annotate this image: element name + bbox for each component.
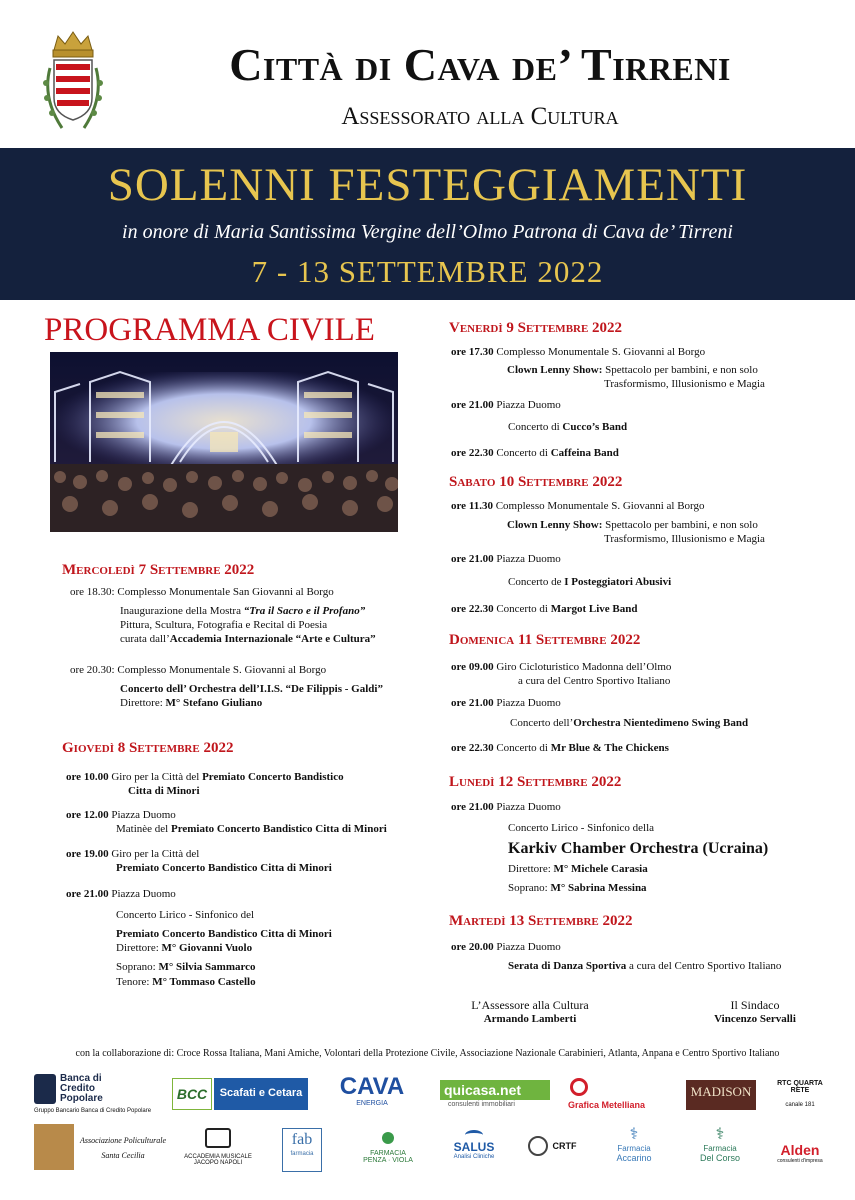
event-line: Premiato Concerto Bandistico Citta di Minori	[116, 928, 332, 940]
rtc-channel: canale 181	[785, 1102, 815, 1108]
fab-text: fab	[291, 1131, 313, 1148]
santa-cecilia-image	[34, 1124, 74, 1170]
crtf-mark-icon	[528, 1136, 548, 1156]
event-line: ore 10.00 Giro per la Città del Premiato Concerto Bandistico	[66, 771, 344, 783]
event-line: Concerto de I Posteggiatori Abusivi	[508, 576, 672, 588]
assessore-role: L’Assessore alla Cultura	[471, 998, 589, 1012]
policulturale-text: Associazione Policulturale	[80, 1136, 166, 1145]
event-line: Premiato Concerto Bandistico Citta di Minori	[116, 862, 332, 874]
penza-mark-icon	[382, 1132, 394, 1144]
program-title: PROGRAMMA CIVILE	[44, 312, 375, 348]
banner-title: SOLENNI FESTEGGIAMENTI	[107, 159, 748, 211]
festival-banner	[0, 148, 855, 300]
bcp-mark-icon	[34, 1074, 56, 1104]
event-line: ore 22.30 Concerto di Margot Live Band	[451, 603, 638, 615]
sindaco-name: Vincenzo Servalli	[714, 1013, 796, 1025]
banner-subtitle: in onore di Maria Santissima Vergine dell’Olmo Patrona di Cava de’ Tirreni	[122, 221, 733, 243]
scafati-text: Scafati e Cetara	[214, 1078, 308, 1110]
accarino-sub: Accarino	[616, 1153, 652, 1163]
metelliana-text: Grafica Metelliana	[568, 1100, 646, 1110]
event-line: Karkiv Chamber Orchestra (Ucraina)	[508, 840, 769, 857]
quicasa-sub: consulenti immobiliari	[448, 1101, 515, 1108]
day-title-wednesday: Mercoledì 7 Settembre 2022	[62, 562, 255, 578]
accademia-text: ACCADEMIA MUSICALE	[184, 1154, 252, 1160]
crtf-text: CRTF	[552, 1141, 577, 1151]
crtf-logo	[528, 1136, 578, 1166]
penza-text: FARMACIA	[370, 1150, 406, 1157]
alden-text: Alden	[780, 1142, 820, 1158]
banner-dates: 7 - 13 SETTEMBRE 2022	[251, 254, 604, 289]
day-title-saturday: Sabato 10 Settembre 2022	[449, 474, 623, 490]
event-line: Concerto Lirico - Sinfonico del	[116, 909, 255, 921]
day-title-monday: Lunedì 12 Settembre 2022	[449, 774, 622, 790]
collaboration-note: con la collaborazione di: Croce Rossa Italiana, Mani Amiche, Volontari della Protezione Civile, Associazione Nazionale Carabinieri, Atlanta, Anpana e Centro Sportivo Italiano	[75, 1048, 780, 1059]
quicasa-logo	[440, 1080, 550, 1112]
event-line: Concerto Lirico - Sinfonico della	[508, 822, 655, 834]
event-line: a cura del Centro Sportivo Italiano	[518, 675, 671, 687]
delcorso-sub: Del Corso	[699, 1153, 740, 1163]
event-line: ore 09.00 Giro Cicloturistico Madonna dell’Olmo	[451, 661, 672, 673]
bcp-text: Banca di	[60, 1073, 102, 1084]
accarino-mark-icon: ⚕	[629, 1126, 639, 1143]
accarino-text: Farmacia	[617, 1144, 651, 1153]
bcp-group-text: Gruppo Bancario Banca di Credito Popolare	[34, 1108, 152, 1114]
event-line: curata dall’Accademia Internazionale “Arte e Cultura”	[120, 633, 376, 645]
assessore-signature	[430, 998, 630, 1025]
day-title-sunday: Domenica 11 Settembre 2022	[449, 632, 641, 648]
cava-energia-text: ENERGIA	[356, 1100, 388, 1107]
madison-text: MADISON	[690, 1084, 752, 1099]
event-line: Direttore: M° Michele Carasia	[508, 863, 648, 875]
event-line: ore 17.30 Complesso Monumentale S. Giovanni al Borgo	[451, 346, 706, 358]
event-line: Matinèe del Premiato Concerto Bandistico Citta di Minori	[116, 823, 387, 835]
day-title-friday: Venerdì 9 Settembre 2022	[449, 320, 623, 336]
event-line: ore 21.00 Piazza Duomo	[451, 801, 561, 813]
quicasa-text: quicasa.net	[440, 1080, 550, 1100]
event-line: Direttore: M° Giovanni Vuolo	[116, 942, 253, 954]
salus-text: SALUS	[453, 1140, 495, 1154]
city-title: Città di Cava de’ Tirreni	[229, 39, 731, 90]
event-line: Soprano: M° Silvia Sammarco	[116, 961, 256, 973]
bcc-scafati-logo	[172, 1078, 308, 1110]
city-crest-icon	[40, 28, 106, 138]
event-line: Trasformismo, Illusionismo e Magia	[604, 378, 765, 390]
event-line: Clown Lenny Show: Spettacolo per bambini, e non solo	[507, 519, 758, 531]
event-line: ore 21.00 Piazza Duomo	[451, 399, 561, 411]
event-line: Concerto dell’ Orchestra dell’I.I.S. “De Filippis - Galdi”	[120, 683, 383, 695]
event-line: ore 21.00 Piazza Duomo	[66, 888, 176, 900]
event-line: Soprano: M° Sabrina Messina	[508, 882, 647, 894]
illuminations-photo	[50, 352, 398, 532]
cava-text: CAVA	[339, 1073, 405, 1100]
metelliana-mark-icon	[570, 1078, 588, 1096]
rtc-logo	[770, 1080, 830, 1110]
farmacia-del-corso-logo	[692, 1126, 748, 1172]
alden-logo	[770, 1142, 830, 1172]
farmacia-penza-logo	[358, 1132, 418, 1172]
salus-sub: Analisi Cliniche	[453, 1154, 495, 1160]
event-line: ore 20.30: Complesso Monumentale S. Giovanni al Borgo	[70, 664, 327, 676]
fab-farmacia-logo	[282, 1128, 322, 1172]
fab-sub: farmacia	[290, 1151, 314, 1157]
policulturale-sub: Santa Cecilia	[101, 1151, 145, 1160]
event-line: Clown Lenny Show: Spettacolo per bambini, e non solo	[507, 364, 758, 376]
event-line: Direttore: M° Stefano Giuliano	[120, 697, 263, 709]
event-line: ore 20.00 Piazza Duomo	[451, 941, 561, 953]
penza-sub: PENZA · VIOLA	[363, 1157, 413, 1164]
city-subtitle: Assessorato alla Cultura	[341, 103, 619, 130]
day-title-thursday: Giovedì 8 Settembre 2022	[62, 740, 234, 756]
event-line: Citta di Minori	[128, 785, 200, 797]
event-line: ore 11.30 Complesso Monumentale S. Giovanni al Borgo	[451, 500, 705, 512]
rtc-text: RTC QUARTA RETE	[777, 1080, 823, 1094]
event-line: ore 21.00 Piazza Duomo	[451, 553, 561, 565]
event-line: Concerto dell’Orchestra Nientedimeno Swing Band	[510, 717, 749, 729]
bcp-text: Credito	[60, 1083, 95, 1094]
salus-mark-icon	[465, 1130, 483, 1140]
sindaco-signature	[680, 998, 830, 1025]
event-line: ore 12.00 Piazza Duomo	[66, 809, 176, 821]
bcp-text: Popolare	[60, 1093, 103, 1104]
bcp-logo	[34, 1074, 154, 1118]
madison-logo	[686, 1080, 756, 1110]
delcorso-mark-icon: ⚕	[715, 1126, 725, 1143]
assessore-name: Armando Lamberti	[483, 1013, 577, 1025]
metelliana-logo	[568, 1078, 668, 1112]
policulturale-logo	[78, 1136, 168, 1160]
event-line: Serata di Danza Sportiva a cura del Centro Sportivo Italiano	[508, 960, 782, 972]
sindaco-role: Il Sindaco	[730, 998, 780, 1012]
event-line: ore 22.30 Concerto di Caffeina Band	[451, 447, 619, 459]
event-line: Concerto di Cucco’s Band	[508, 421, 628, 433]
event-line: Trasformismo, Illusionismo e Magia	[604, 533, 765, 545]
accademia-musicale-logo	[180, 1128, 256, 1174]
event-line: Pittura, Scultura, Fotografia e Recital di Poesia	[120, 619, 328, 631]
bcc-text: BCC	[172, 1078, 212, 1110]
event-line: ore 19.00 Giro per la Città del	[66, 848, 200, 860]
accademia-mark-icon	[205, 1128, 231, 1148]
accademia-sub: JACOPO NAPOLI	[193, 1160, 243, 1166]
alden-sub: consulenti d'impresa	[777, 1158, 823, 1164]
event-line: Inaugurazione della Mostra “Tra il Sacro e il Profano”	[120, 605, 366, 617]
header	[0, 0, 855, 148]
event-line: ore 22.30 Concerto di Mr Blue & The Chickens	[451, 742, 669, 754]
event-line: ore 18.30: Complesso Monumentale San Giovanni al Borgo	[70, 586, 334, 598]
day-title-tuesday: Martedì 13 Settembre 2022	[449, 913, 633, 929]
salus-logo	[446, 1130, 502, 1172]
event-line: Tenore: M° Tommaso Castello	[116, 976, 256, 988]
farmacia-accarino-logo	[606, 1126, 662, 1172]
delcorso-text: Farmacia	[703, 1144, 737, 1153]
cava-energia-logo	[336, 1074, 408, 1114]
event-line: ore 21.00 Piazza Duomo	[451, 697, 561, 709]
